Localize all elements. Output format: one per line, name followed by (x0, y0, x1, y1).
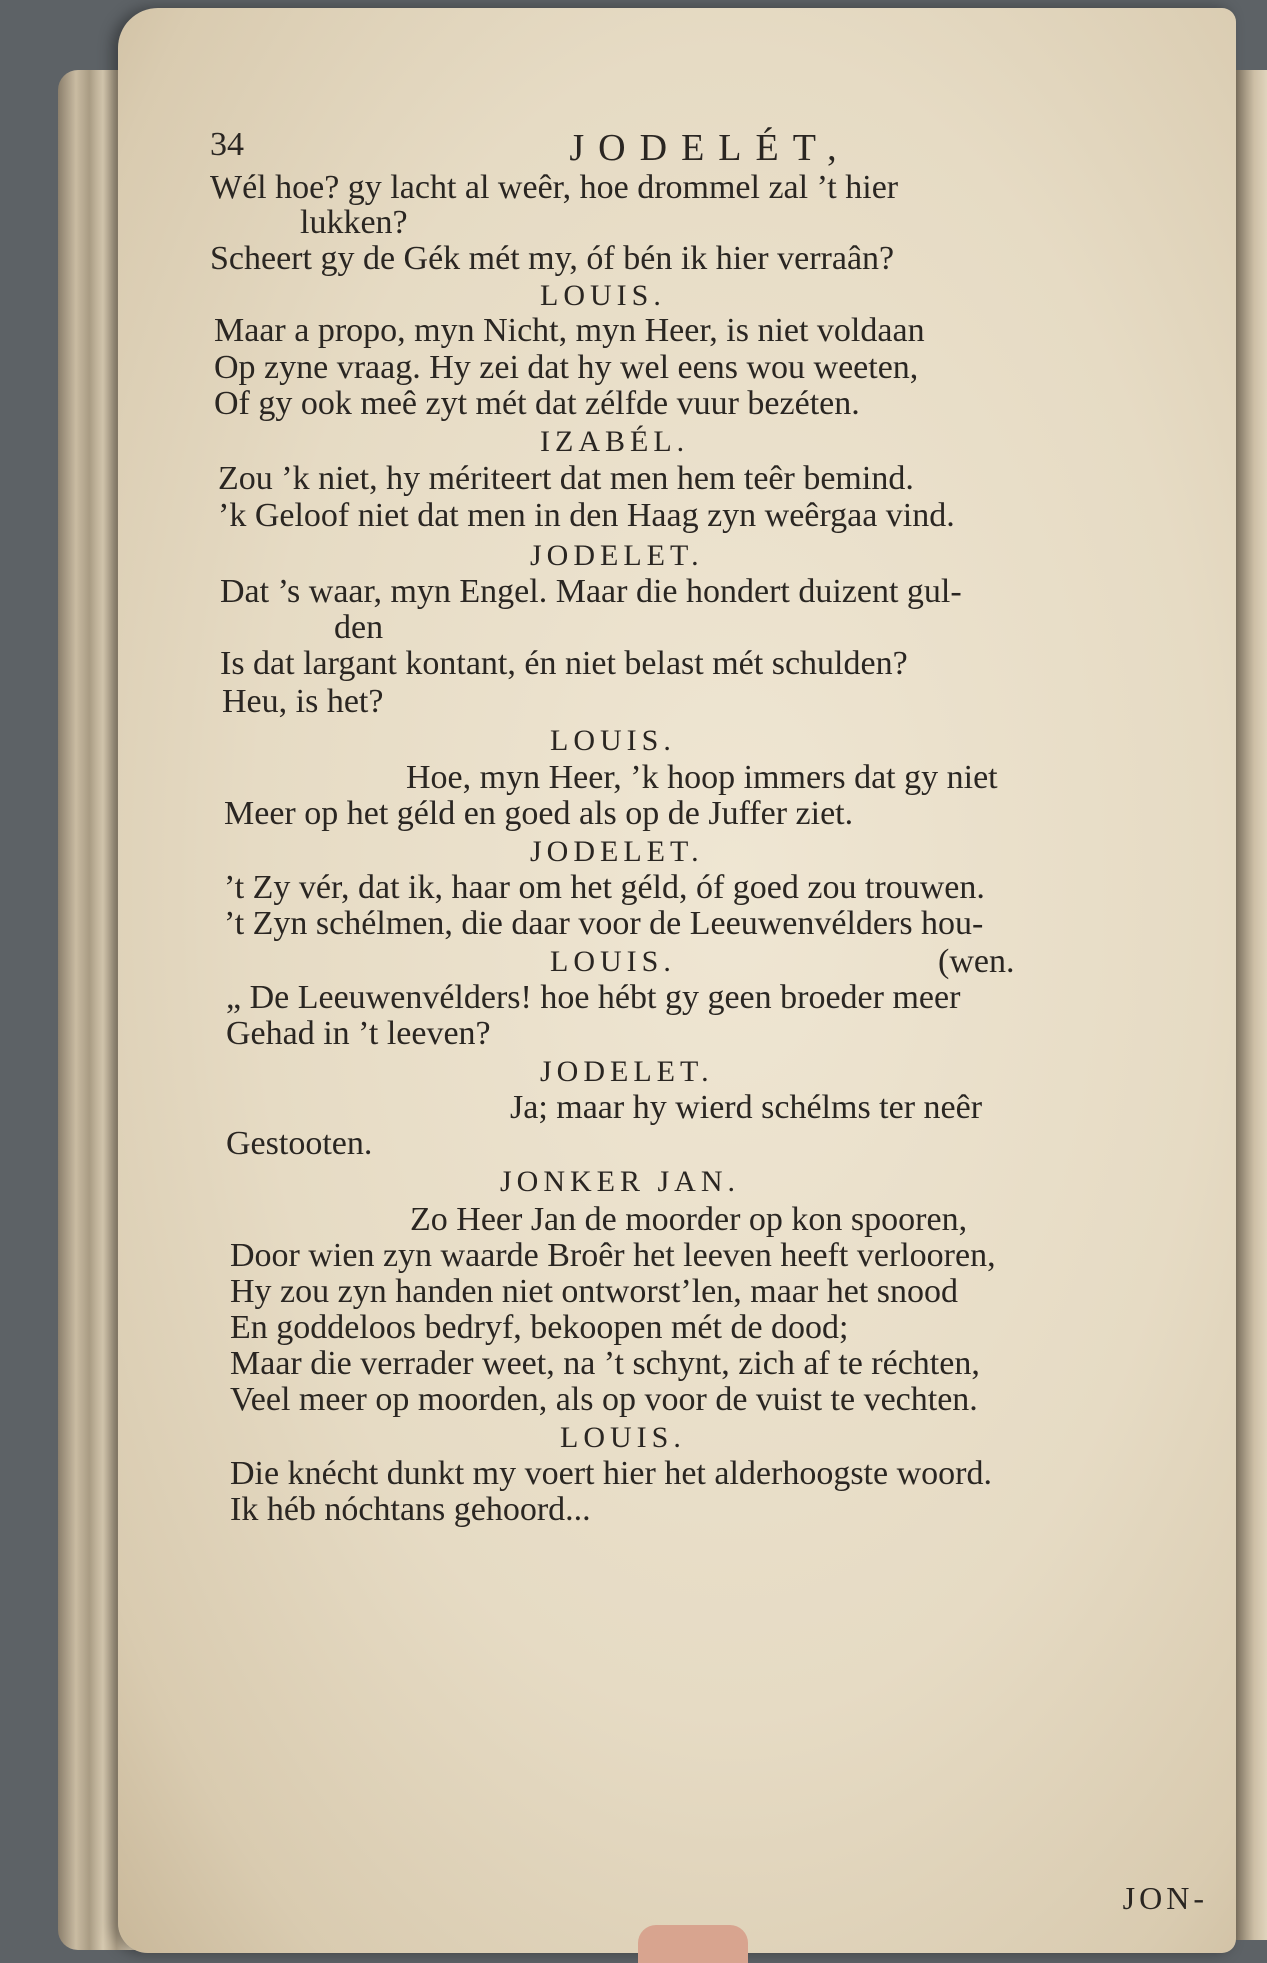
text-line: Hoe, myn Heer, ’k hoop immers dat gy niet (406, 759, 998, 796)
text-line: Gehad in ’t leeven? (226, 1015, 491, 1052)
text-line: lukken? (300, 204, 408, 241)
text-line: Zo Heer Jan de moorder op kon spooren, (410, 1201, 968, 1238)
text-line: den (334, 609, 384, 646)
speaker-name: JODELET. (540, 1055, 714, 1088)
text-line: Maar die verrader weet, na ’t schynt, zich af te réchten, (230, 1345, 980, 1382)
text-line: ’t Zy vér, dat ik, haar om het géld, óf goed zou trouwen. (224, 869, 985, 906)
text-line: ’k Geloof niet dat men in den Haag zyn weêrgaa vind. (218, 497, 955, 534)
bookmark-ribbon (638, 1925, 748, 1963)
speaker-name: LOUIS. (560, 1421, 686, 1454)
text-line: Scheert gy de Gék mét my, óf bén ik hier verraân? (210, 240, 895, 277)
text-line: (wen. (938, 943, 1015, 980)
speaker-name: LOUIS. (550, 724, 676, 757)
text-line: Is dat largant kontant, én niet belast mét schulden? (220, 645, 908, 682)
text-line: ’t Zyn schélmen, die daar voor de Leeuwenvélders hou- (224, 905, 984, 942)
running-head: JODELÉT, (569, 127, 851, 169)
text-line: Op zyne vraag. Hy zei dat hy wel eens wou weeten, (214, 349, 919, 386)
text-line: Zou ’k niet, hy mériteert dat men hem teêr bemind. (218, 460, 914, 497)
text-line: Meer op het géld en goed als op de Juffer ziet. (224, 795, 854, 832)
text-line: Gestooten. (226, 1125, 373, 1162)
text-line: En goddeloos bedryf, bekoopen mét de dood; (230, 1309, 849, 1346)
text-line: Door wien zyn waarde Broêr het leeven heeft verlooren, (230, 1237, 996, 1274)
book-page (118, 8, 1236, 1953)
facing-page-edge (1235, 70, 1267, 1940)
text-line: „ De Leeuwenvélders! hoe hébt gy geen broeder meer (226, 979, 961, 1016)
text-line: Die knécht dunkt my voert hier het alderhoogste woord. (230, 1455, 992, 1492)
page-number: 34 (210, 126, 244, 163)
speaker-name: JONKER JAN. (500, 1165, 741, 1198)
text-line: Veel meer op moorden, als op voor de vuist te vechten. (230, 1381, 978, 1418)
speaker-name: LOUIS. (550, 945, 676, 978)
text-line: Wél hoe? gy lacht al weêr, hoe drommel zal ’t hier (210, 169, 899, 206)
text-line: Ik héb nóchtans gehoord... (230, 1491, 591, 1528)
catchword: JON- (1122, 1880, 1208, 1916)
text-line: Maar a propo, myn Nicht, myn Heer, is niet voldaan (214, 312, 925, 349)
speaker-name: JODELET. (530, 539, 704, 572)
speaker-name: IZABÉL. (540, 425, 690, 458)
text-line: Of gy ook meê zyt mét dat zélfde vuur bezéten. (214, 385, 860, 422)
text-line: Heu, is het? (222, 683, 384, 720)
text-line: Ja; maar hy wierd schélms ter neêr (510, 1089, 983, 1126)
text-line: Dat ’s waar, myn Engel. Maar die hondert duizent gul- (220, 573, 962, 610)
speaker-name: JODELET. (530, 835, 704, 868)
speaker-name: LOUIS. (540, 279, 666, 312)
text-line: Hy zou zyn handen niet ontworst’len, maar het snood (230, 1273, 958, 1310)
